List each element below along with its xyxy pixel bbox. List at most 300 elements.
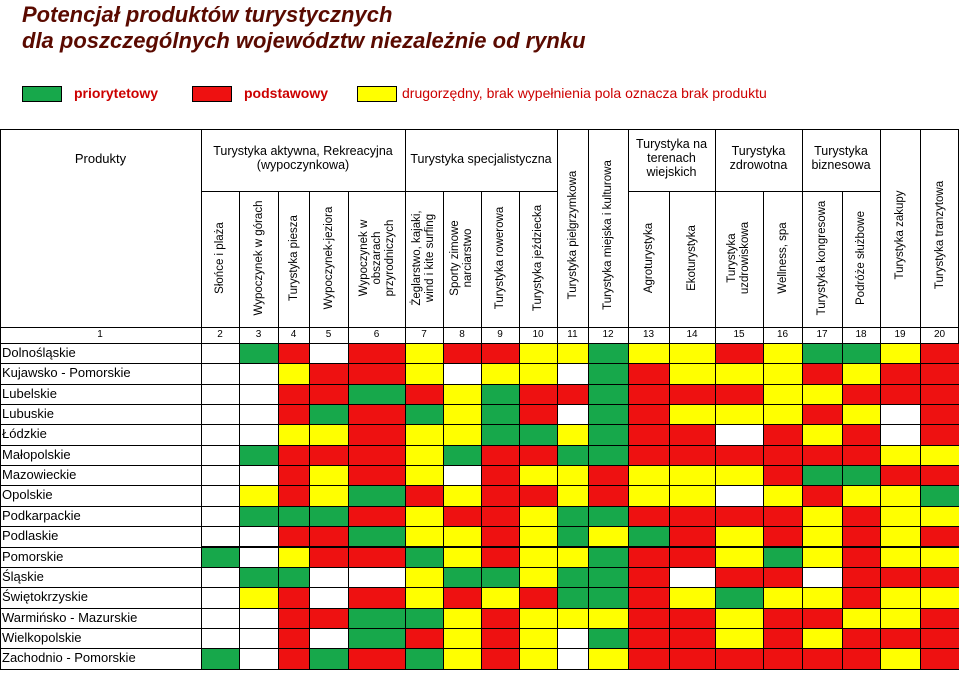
table-cell xyxy=(880,648,921,669)
table-cell xyxy=(669,424,716,445)
table-cell xyxy=(309,404,349,425)
row-label: Mazowieckie xyxy=(2,467,77,483)
column-number-18: 18 xyxy=(855,329,867,340)
column-label-11: Turystyka pielgrzymkowa xyxy=(566,170,578,300)
table-cell xyxy=(842,404,881,425)
table-cell xyxy=(519,628,558,649)
table-cell xyxy=(557,526,589,547)
table-cell xyxy=(920,404,959,425)
table-cell xyxy=(880,628,921,649)
table-cell xyxy=(443,404,482,425)
table-cell xyxy=(348,465,406,486)
table-cell xyxy=(588,465,629,486)
table-cell xyxy=(588,567,629,588)
table-cell xyxy=(481,628,520,649)
table-cell xyxy=(201,465,240,486)
table-cell xyxy=(669,526,716,547)
table-cell xyxy=(405,445,444,466)
table-cell xyxy=(348,343,406,364)
table-cell xyxy=(715,424,764,445)
table-cell xyxy=(715,465,764,486)
table-cell xyxy=(348,424,406,445)
table-cell xyxy=(239,363,279,384)
table-cell xyxy=(481,465,520,486)
table-cell xyxy=(239,587,279,608)
table-cell xyxy=(802,587,843,608)
column-label-7: Żeglarstwo, kajaki, wind i kite surfing xyxy=(411,210,436,306)
row-label: Małopolskie xyxy=(2,446,71,462)
table-cell xyxy=(715,384,764,405)
table-cell xyxy=(880,384,921,405)
table-cell xyxy=(443,587,482,608)
table-cell xyxy=(763,404,803,425)
table-cell xyxy=(348,567,406,588)
table-cell xyxy=(405,343,444,364)
column-number-16: 16 xyxy=(776,329,789,340)
table-cell xyxy=(201,648,240,669)
table-cell xyxy=(481,587,520,608)
table-cell xyxy=(588,384,629,405)
table-cell xyxy=(443,608,482,629)
table-cell xyxy=(201,567,240,588)
row-label: Podlaskie xyxy=(2,528,59,544)
table-cell xyxy=(842,343,881,364)
table-cell xyxy=(628,608,670,629)
table-cell xyxy=(519,526,558,547)
table-cell xyxy=(588,404,629,425)
table-cell xyxy=(669,547,716,568)
table-cell xyxy=(519,424,558,445)
table-cell xyxy=(669,363,716,384)
table-cell xyxy=(763,363,803,384)
table-cell xyxy=(309,587,349,608)
table-cell xyxy=(239,628,279,649)
table-cell xyxy=(405,424,444,445)
table-cell xyxy=(880,485,921,506)
table-cell xyxy=(628,547,670,568)
table-cell xyxy=(278,506,310,527)
table-cell xyxy=(443,445,482,466)
table-cell xyxy=(802,445,843,466)
column-number-20: 20 xyxy=(933,329,946,340)
column-number-19: 19 xyxy=(894,329,906,340)
table-cell xyxy=(309,343,349,364)
table-cell xyxy=(802,465,843,486)
table-cell xyxy=(669,343,716,364)
table-cell xyxy=(715,648,764,669)
column-label-12: Turystyka miejska i kulturowa xyxy=(601,160,614,310)
legend-label-podstawowy: podstawowy xyxy=(244,85,329,101)
table-cell xyxy=(557,384,589,405)
table-cell xyxy=(628,384,670,405)
table-cell xyxy=(519,587,558,608)
table-cell xyxy=(443,526,482,547)
legend-label-drugorzedny: drugorzędny, brak wypełnienia pola oznacza brak produktu xyxy=(402,85,767,101)
table-cell xyxy=(519,608,558,629)
table-cell xyxy=(842,424,881,445)
table-cell xyxy=(519,343,558,364)
row-label: Śląskie xyxy=(2,568,44,584)
table-cell xyxy=(557,648,589,669)
column-label-8: Sporty zimowe narciarstwo xyxy=(449,220,474,296)
table-cell xyxy=(669,608,716,629)
table-cell xyxy=(715,506,764,527)
table-cell xyxy=(278,648,310,669)
table-cell xyxy=(519,547,558,568)
table-cell xyxy=(588,506,629,527)
table-cell xyxy=(278,628,310,649)
table-cell xyxy=(278,526,310,547)
table-cell xyxy=(669,628,716,649)
table-cell xyxy=(880,404,921,425)
table-cell xyxy=(201,485,240,506)
table-cell xyxy=(880,445,921,466)
table-cell xyxy=(201,547,240,568)
table-cell xyxy=(348,506,406,527)
table-cell xyxy=(669,445,716,466)
table-cell xyxy=(309,567,349,588)
col-line xyxy=(405,129,406,191)
table-cell xyxy=(920,485,959,506)
table-cell xyxy=(278,424,310,445)
table-cell xyxy=(278,445,310,466)
table-cell xyxy=(802,506,843,527)
table-cell xyxy=(348,485,406,506)
group-header-5: Turystyka biznesowa xyxy=(811,144,871,172)
table-cell xyxy=(588,526,629,547)
column-number-2: 2 xyxy=(217,329,223,340)
table-cell xyxy=(239,445,279,466)
row-label: Zachodnio - Pomorskie xyxy=(2,650,136,666)
table-cell xyxy=(669,384,716,405)
table-cell xyxy=(628,424,670,445)
table-cell xyxy=(519,567,558,588)
table-cell xyxy=(405,485,444,506)
group-header-4: Turystyka zdrowotna xyxy=(729,144,788,172)
column-number-13: 13 xyxy=(642,329,655,340)
table-cell xyxy=(842,485,881,506)
column-number-9: 9 xyxy=(497,329,503,340)
table-cell xyxy=(405,608,444,629)
table-cell xyxy=(405,526,444,547)
table-cell xyxy=(348,628,406,649)
table-cell xyxy=(763,547,803,568)
table-cell xyxy=(348,445,406,466)
table-cell xyxy=(481,648,520,669)
table-cell xyxy=(278,465,310,486)
table-cell xyxy=(239,547,279,568)
table-cell xyxy=(588,343,629,364)
table-cell xyxy=(405,567,444,588)
table-cell xyxy=(278,363,310,384)
column-label-6: Wypoczynek w obszarach przyrodniczych xyxy=(357,219,395,297)
table-cell xyxy=(348,608,406,629)
table-cell xyxy=(880,608,921,629)
table-cell xyxy=(920,343,959,364)
table-cell xyxy=(519,506,558,527)
table-cell xyxy=(842,384,881,405)
table-cell xyxy=(348,526,406,547)
table-cell xyxy=(802,628,843,649)
table-cell xyxy=(519,363,558,384)
table-cell xyxy=(481,547,520,568)
table-cell xyxy=(920,424,959,445)
table-cell xyxy=(443,485,482,506)
table-cell xyxy=(405,363,444,384)
table-cell xyxy=(239,384,279,405)
table-cell xyxy=(628,648,670,669)
table-cell xyxy=(481,363,520,384)
table-cell xyxy=(763,445,803,466)
table-cell xyxy=(557,445,589,466)
table-cell xyxy=(763,485,803,506)
table-cell xyxy=(309,465,349,486)
table-cell xyxy=(201,343,240,364)
table-cell xyxy=(278,587,310,608)
table-cell xyxy=(669,648,716,669)
table-cell xyxy=(763,587,803,608)
table-cell xyxy=(628,587,670,608)
table-cell xyxy=(201,628,240,649)
table-cell xyxy=(715,343,764,364)
table-cell xyxy=(519,384,558,405)
table-cell xyxy=(842,547,881,568)
header-top-line xyxy=(0,129,959,130)
table-cell xyxy=(763,648,803,669)
column-number-10: 10 xyxy=(532,329,544,340)
column-label-16: Wellness, spa xyxy=(776,222,788,294)
table-cell xyxy=(239,608,279,629)
column-number-17: 17 xyxy=(816,329,828,340)
column-label-10: Turystyka jeździecka xyxy=(531,204,544,312)
table-cell xyxy=(628,363,670,384)
table-cell xyxy=(842,445,881,466)
table-cell xyxy=(443,567,482,588)
table-cell xyxy=(628,506,670,527)
table-cell xyxy=(309,608,349,629)
table-cell xyxy=(920,567,959,588)
group-line xyxy=(201,191,557,192)
table-cell xyxy=(443,384,482,405)
table-cell xyxy=(348,363,406,384)
table-cell xyxy=(880,506,921,527)
table-cell xyxy=(309,363,349,384)
table-cell xyxy=(880,343,921,364)
table-cell xyxy=(802,384,843,405)
table-cell xyxy=(481,424,520,445)
column-label-17: Turystyka kongresowa xyxy=(815,200,828,316)
table-cell xyxy=(239,485,279,506)
table-cell xyxy=(920,465,959,486)
column-number-6: 6 xyxy=(373,329,380,340)
table-cell xyxy=(557,343,589,364)
table-bottom xyxy=(0,669,959,670)
column-label-13: Agroturystyka xyxy=(642,222,654,294)
table-cell xyxy=(239,465,279,486)
table-cell xyxy=(669,404,716,425)
table-cell xyxy=(557,465,589,486)
table-cell xyxy=(802,404,843,425)
row-label: Opolskie xyxy=(2,487,53,503)
table-cell xyxy=(802,648,843,669)
produkty-header: Produkty xyxy=(74,151,127,166)
table-cell xyxy=(763,465,803,486)
table-cell xyxy=(842,526,881,547)
table-cell xyxy=(628,485,670,506)
table-cell xyxy=(763,567,803,588)
table-cell xyxy=(842,506,881,527)
table-cell xyxy=(239,526,279,547)
table-cell xyxy=(309,384,349,405)
table-cell xyxy=(405,587,444,608)
table-cell xyxy=(669,506,716,527)
table-cell xyxy=(405,547,444,568)
table-cell xyxy=(628,445,670,466)
table-cell xyxy=(669,485,716,506)
table-cell xyxy=(557,567,589,588)
table-cell xyxy=(557,628,589,649)
table-cell xyxy=(628,465,670,486)
table-cell xyxy=(201,506,240,527)
row-label: Kujawsko - Pomorskie xyxy=(2,365,131,381)
table-cell xyxy=(715,404,764,425)
table-cell xyxy=(348,587,406,608)
table-cell xyxy=(405,384,444,405)
table-cell xyxy=(278,343,310,364)
table-cell xyxy=(715,608,764,629)
table-cell xyxy=(715,485,764,506)
table-cell xyxy=(278,404,310,425)
table-cell xyxy=(880,587,921,608)
table-cell xyxy=(802,567,843,588)
table-cell xyxy=(920,587,959,608)
table-cell xyxy=(920,608,959,629)
table-cell xyxy=(557,608,589,629)
table-cell xyxy=(880,424,921,445)
column-number-14: 14 xyxy=(686,329,698,340)
table-cell xyxy=(201,363,240,384)
table-cell xyxy=(201,608,240,629)
num-row-top xyxy=(0,327,959,328)
table-cell xyxy=(920,628,959,649)
table-cell xyxy=(201,526,240,547)
column-number-7: 7 xyxy=(421,329,427,340)
table-cell xyxy=(348,404,406,425)
table-cell xyxy=(880,547,921,568)
table-cell xyxy=(405,506,444,527)
table-cell xyxy=(842,628,881,649)
table-cell xyxy=(481,384,520,405)
table-cell xyxy=(588,628,629,649)
column-label-4: Turystyka piesza xyxy=(287,215,299,301)
table-cell xyxy=(920,526,959,547)
table-cell xyxy=(715,445,764,466)
table-cell xyxy=(309,445,349,466)
table-cell xyxy=(481,567,520,588)
table-cell xyxy=(443,547,482,568)
row-label: Lubuskie xyxy=(2,406,55,422)
table-cell xyxy=(920,648,959,669)
table-cell xyxy=(763,343,803,364)
table-cell xyxy=(802,547,843,568)
table-cell xyxy=(443,424,482,445)
table-cell xyxy=(920,384,959,405)
table-cell xyxy=(802,363,843,384)
column-number-3: 3 xyxy=(255,329,262,340)
table-cell xyxy=(481,404,520,425)
table-cell xyxy=(519,648,558,669)
table-cell xyxy=(201,445,240,466)
table-cell xyxy=(348,648,406,669)
row-label: Wielkopolskie xyxy=(2,629,82,645)
table-cell xyxy=(880,526,921,547)
table-cell xyxy=(763,506,803,527)
table-cell xyxy=(481,526,520,547)
table-cell xyxy=(588,424,629,445)
table-cell xyxy=(348,384,406,405)
table-cell xyxy=(519,485,558,506)
table-cell xyxy=(588,547,629,568)
table-cell xyxy=(715,587,764,608)
row-label: Łódzkie xyxy=(2,426,47,442)
table-cell xyxy=(842,567,881,588)
column-number-8: 8 xyxy=(459,329,465,340)
table-cell xyxy=(880,363,921,384)
table-cell xyxy=(443,648,482,669)
table-cell xyxy=(557,506,589,527)
table-cell xyxy=(802,343,843,364)
table-cell xyxy=(802,526,843,547)
table-cell xyxy=(481,506,520,527)
table-cell xyxy=(588,587,629,608)
table-cell xyxy=(278,384,310,405)
table-cell xyxy=(715,567,764,588)
table-cell xyxy=(669,567,716,588)
row-label: Świętokrzyskie xyxy=(2,589,88,605)
table-cell xyxy=(443,506,482,527)
table-cell xyxy=(443,343,482,364)
table-cell xyxy=(557,547,589,568)
group-header-3: Turystyka na terenach wiejskich xyxy=(635,137,708,179)
table-cell xyxy=(443,363,482,384)
table-cell xyxy=(669,465,716,486)
table-cell xyxy=(842,608,881,629)
table-cell xyxy=(519,465,558,486)
table-cell xyxy=(239,424,279,445)
table-cell xyxy=(519,404,558,425)
table-cell xyxy=(201,404,240,425)
legend-label-priorytetowy: priorytetowy xyxy=(74,85,159,101)
row-label: Lubelskie xyxy=(2,385,57,401)
table-cell xyxy=(239,567,279,588)
table-cell xyxy=(557,404,589,425)
table-cell xyxy=(481,608,520,629)
table-cell xyxy=(309,628,349,649)
table-cell xyxy=(588,648,629,669)
table-cell xyxy=(920,506,959,527)
table-cell xyxy=(557,587,589,608)
table-cell xyxy=(588,363,629,384)
table-cell xyxy=(588,608,629,629)
table-cell xyxy=(239,404,279,425)
table-cell xyxy=(239,343,279,364)
table-cell xyxy=(278,547,310,568)
column-number-4: 4 xyxy=(290,329,297,340)
table-cell xyxy=(481,343,520,364)
table-cell xyxy=(628,567,670,588)
table-cell xyxy=(715,363,764,384)
table-cell xyxy=(715,628,764,649)
